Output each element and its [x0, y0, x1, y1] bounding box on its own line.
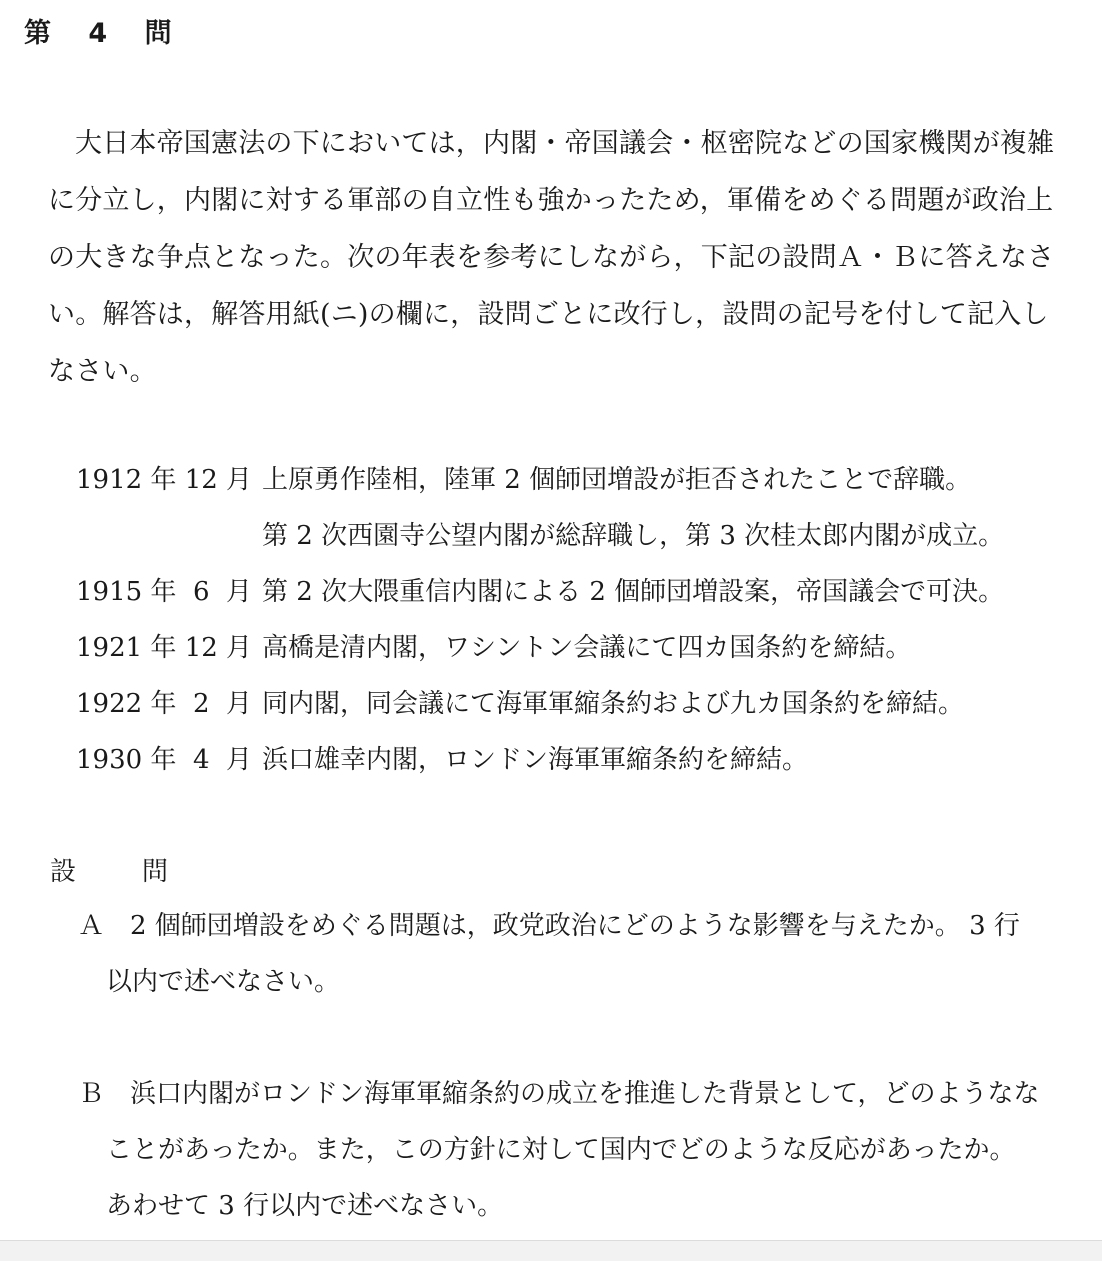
question-text: 浜口内閣がロンドン海軍軍縮条約の成立を推進した背景として，どのようなな [130, 1079, 1040, 1109]
intro-line: い。解答は，解答用紙(ニ)の欄に，設問ごとに改行し，設問の記号を付して記入し [48, 299, 1049, 330]
question-line [78, 1184, 1078, 1240]
chronology-date: 1915 年 6 月 [76, 577, 253, 607]
question-text: あわせて 3 行以内で述べなさい。 [106, 1191, 504, 1221]
question-text: 2 個師団増設をめぐる問題は，政党政治にどのような影響を与えたか。 3 行 [130, 911, 1020, 941]
chronology-event: 高橋是清内閣，ワシントン会議にて四カ国条約を締結。 [262, 633, 912, 663]
question-b-label: Ｂ [78, 1079, 105, 1109]
intro-line: 大日本帝国憲法の下においては，内閣・帝国議会・枢密院などの国家機関が複雑 [75, 128, 1055, 159]
chronology-date: 1921 年 12 月 [76, 633, 253, 663]
questions-heading: 設 問 [50, 857, 189, 887]
chronology-row [76, 682, 1076, 738]
question-b [78, 1072, 1078, 1240]
question-line [78, 904, 1078, 960]
question-line [78, 960, 1078, 1016]
chronology-row [76, 458, 1076, 514]
question-a-label: Ａ [78, 911, 105, 941]
problem-heading: 第 4 問 [24, 18, 186, 49]
question-text: ことがあったか。また，この方針に対して国内でどのような反応があったか。 [106, 1135, 1016, 1165]
question-line [78, 1128, 1078, 1184]
question-line [78, 1072, 1078, 1128]
question-a [78, 904, 1078, 1016]
intro-line: の大きな争点となった。次の年表を参考にしながら，下記の設問Ａ・Ｂに答えなさ [48, 242, 1055, 273]
chronology-row [76, 514, 1076, 570]
chronology-event: 浜口雄幸内閣，ロンドン海軍軍縮条約を締結。 [262, 745, 809, 775]
question-text: 以内で述べなさい。 [106, 967, 341, 997]
intro-line: なさい。 [48, 356, 157, 387]
chronology-date: 1922 年 2 月 [76, 689, 253, 719]
chronology-row [76, 570, 1076, 626]
chronology-row [76, 626, 1076, 682]
intro-paragraph [48, 122, 1078, 407]
chronology-event: 上原勇作陸相，陸軍 2 個師団増設が拒否されたことで辞職。 [262, 465, 972, 495]
chronology-table [76, 458, 1076, 794]
page-bottom-edge [0, 1240, 1102, 1261]
chronology-event: 第 2 次大隈重信内閣による 2 個師団増設案，帝国議会で可決。 [262, 577, 1005, 607]
chronology-date: 1912 年 12 月 [76, 465, 253, 495]
chronology-event: 第 2 次西園寺公望内閣が総辞職し，第 3 次桂太郎内閣が成立。 [262, 521, 1005, 551]
chronology-date: 1930 年 4 月 [76, 745, 253, 775]
chronology-row [76, 738, 1076, 794]
intro-line: に分立し，内閣に対する軍部の自立性も強かったため，軍備をめぐる問題が政治上 [48, 185, 1054, 216]
chronology-event: 同内閣，同会議にて海軍軍縮条約および九カ国条約を締結。 [262, 689, 965, 719]
